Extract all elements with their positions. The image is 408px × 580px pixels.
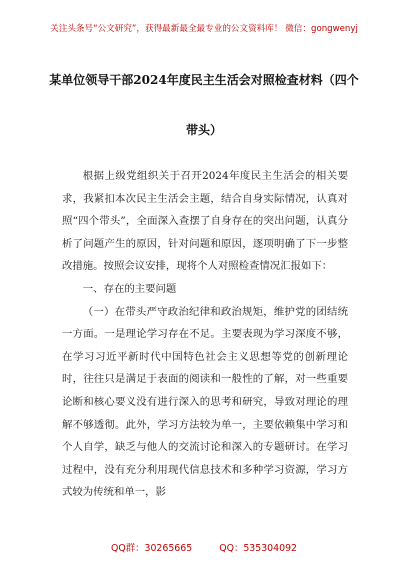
intro-paragraph: 根据上级党组织关于召开2024年度民主生活会的相关要求，我紧扣本次民主生活会主题，结合自身实际情况，认真对照“四个带头”，全面深入查摆了自身存在的突出问题，认真分析了问题产生的原因，针对问题和原因，逐项明确了下一步整改措施。按照会议安排，现将个人对照检查情况汇报如下： — [62, 170, 348, 273]
footer-contact — [0, 540, 408, 554]
document-title-line-1: 某单位领导干部2024年度民主生活会对照检查材料（四个 — [49, 73, 359, 87]
footer-qq-group: QQ群：30265665 — [110, 543, 193, 554]
footer-qq: QQ：535304092 — [219, 543, 298, 554]
subsection-paragraph-1: （一）在带头严守政治纪律和政治规矩，维护党的团结统一方面。一是理论学习存在不足。主要表现为学习深度不够，在学习习近平新时代中国特色社会主义思想等党的创新理论时，往往只是满足于表面的阅读和一般性的了解，对一些重要论断和核心要义没有进行深入的思考和研究，导致对理论的理解不够透彻。此外，学习方法较为单一，主要依赖集中学习和个人自学，缺乏与他人的交流讨论和深入的专题研讨。在学习过程中，没有充分利用现代信息技术和多种学习资源，学习方式较为传统和单一，影 — [62, 305, 348, 499]
document-body — [62, 165, 348, 504]
document-title-line-2: 带头） — [185, 123, 222, 137]
header-banner: 关注头条号“公文研究”，获得最新最全最专业的公文资料库！ 微信：gongwenyj — [50, 24, 358, 34]
section-heading-1: 一、存在的主要问题 — [82, 282, 177, 295]
